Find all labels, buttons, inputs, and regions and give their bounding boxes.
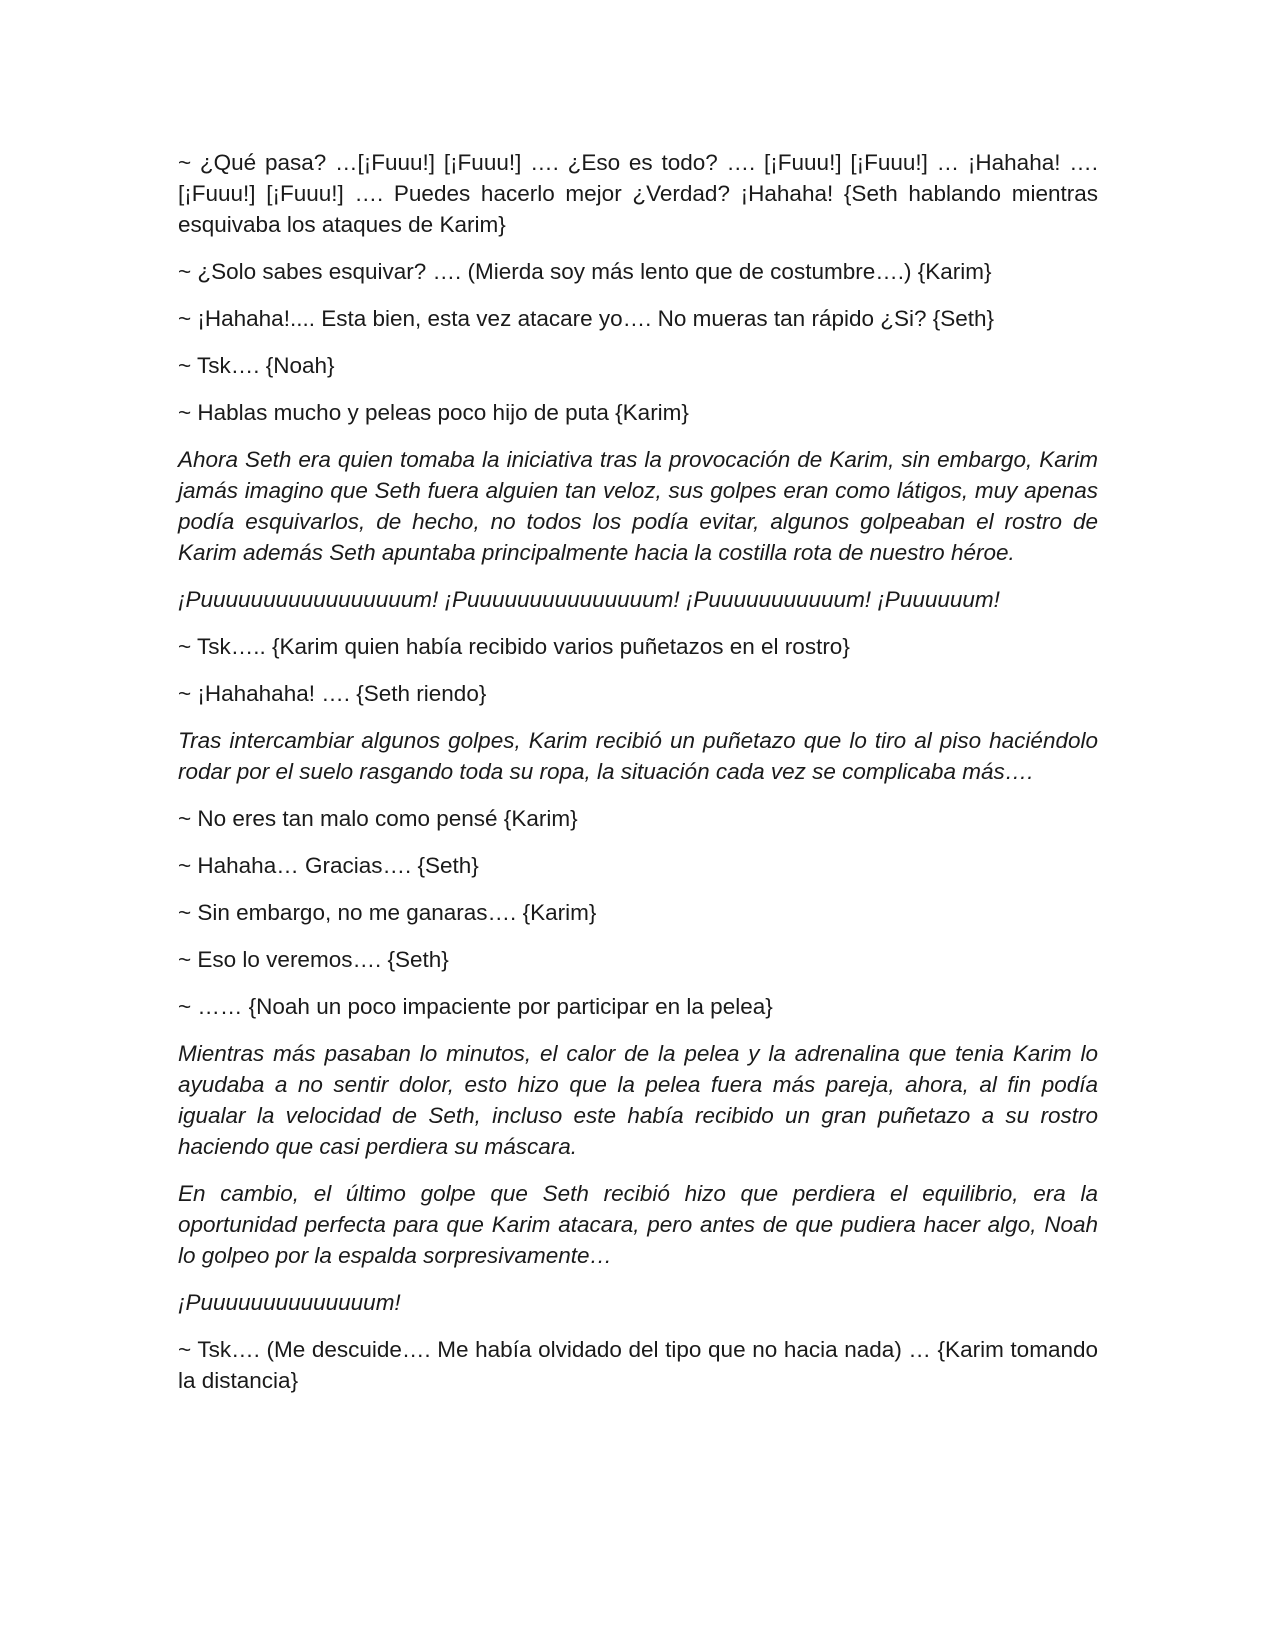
narration-paragraph: Tras intercambiar algunos golpes, Karim recibió un puñetazo que lo tiro al piso haciéndolo rodar por el suelo rasgando toda su ropa, la situación cada vez se complicaba más….	[178, 728, 1098, 784]
dialogue-paragraph: ~ ¡Hahaha!.... Esta bien, esta vez atacare yo…. No mueras tan rápido ¿Si? {Seth}	[178, 306, 995, 331]
narration-paragraph: En cambio, el último golpe que Seth recibió hizo que perdiera el equilibrio, era la oportunidad perfecta para que Karim atacara, pero antes de que pudiera hacer algo, Noah lo golpeo por la espalda sorpresivamente…	[178, 1181, 1098, 1268]
dialogue-paragraph: ~ ¡Hahahaha! …. {Seth riendo}	[178, 681, 487, 706]
narration-paragraph: Ahora Seth era quien tomaba la iniciativa tras la provocación de Karim, sin embargo, Karim jamás imagino que Seth fuera alguien tan veloz, sus golpes eran como látigos, muy apenas podía esquivarlos, de hecho, no todos los podía evitar, algunos golpeaban el rostro de Karim además Seth apuntaba principalmente hacia la costilla rota de nuestro héroe.	[178, 447, 1098, 565]
dialogue-paragraph: ~ Eso lo veremos…. {Seth}	[178, 947, 449, 972]
dialogue-paragraph: ~ Sin embargo, no me ganaras…. {Karim}	[178, 900, 597, 925]
dialogue-paragraph: ~ No eres tan malo como pensé {Karim}	[178, 806, 578, 831]
dialogue-paragraph: ~ ¿Qué pasa? …[¡Fuuu!] [¡Fuuu!] …. ¿Eso es todo? …. [¡Fuuu!] [¡Fuuu!] … ¡Hahaha! …. [¡Fuuu!] [¡Fuuu!] …. Puedes hacerlo mejor ¿Verdad? ¡Hahaha! {Seth hablando mientras esquivaba los ataques de Karim}	[178, 150, 1098, 237]
dialogue-paragraph: ~ Tsk….. {Karim quien había recibido varios puñetazos en el rostro}	[178, 634, 850, 659]
dialogue-paragraph: ~ Hablas mucho y peleas poco hijo de puta {Karim}	[178, 400, 689, 425]
dialogue-paragraph: ~ …… {Noah un poco impaciente por participar en la pelea}	[178, 994, 773, 1019]
narration-paragraph: Mientras más pasaban lo minutos, el calor de la pelea y la adrenalina que tenia Karim lo ayudaba a no sentir dolor, esto hizo que la pelea fuera más pareja, ahora, al fin podía igualar la velocidad de Seth, incluso este había recibido un gran puñetazo a su rostro haciendo que casi perdiera su máscara.	[178, 1041, 1098, 1159]
dialogue-paragraph: ~ ¿Solo sabes esquivar? …. (Mierda soy más lento que de costumbre….) {Karim}	[178, 259, 992, 284]
document-body	[178, 147, 1098, 1412]
sound-effect-paragraph: ¡Puuuuuuuuuuuuuuuuum! ¡Puuuuuuuuuuuuuuum! ¡Puuuuuuuuuuum! ¡Puuuuuum!	[178, 587, 1000, 612]
dialogue-paragraph: ~ Hahaha… Gracias…. {Seth}	[178, 853, 479, 878]
dialogue-paragraph: ~ Tsk…. (Me descuide…. Me había olvidado del tipo que no hacia nada) … {Karim tomando la distancia}	[178, 1337, 1098, 1393]
sound-effect-paragraph: ¡Puuuuuuuuuuuuuum!	[178, 1290, 401, 1315]
dialogue-paragraph: ~ Tsk…. {Noah}	[178, 353, 335, 378]
